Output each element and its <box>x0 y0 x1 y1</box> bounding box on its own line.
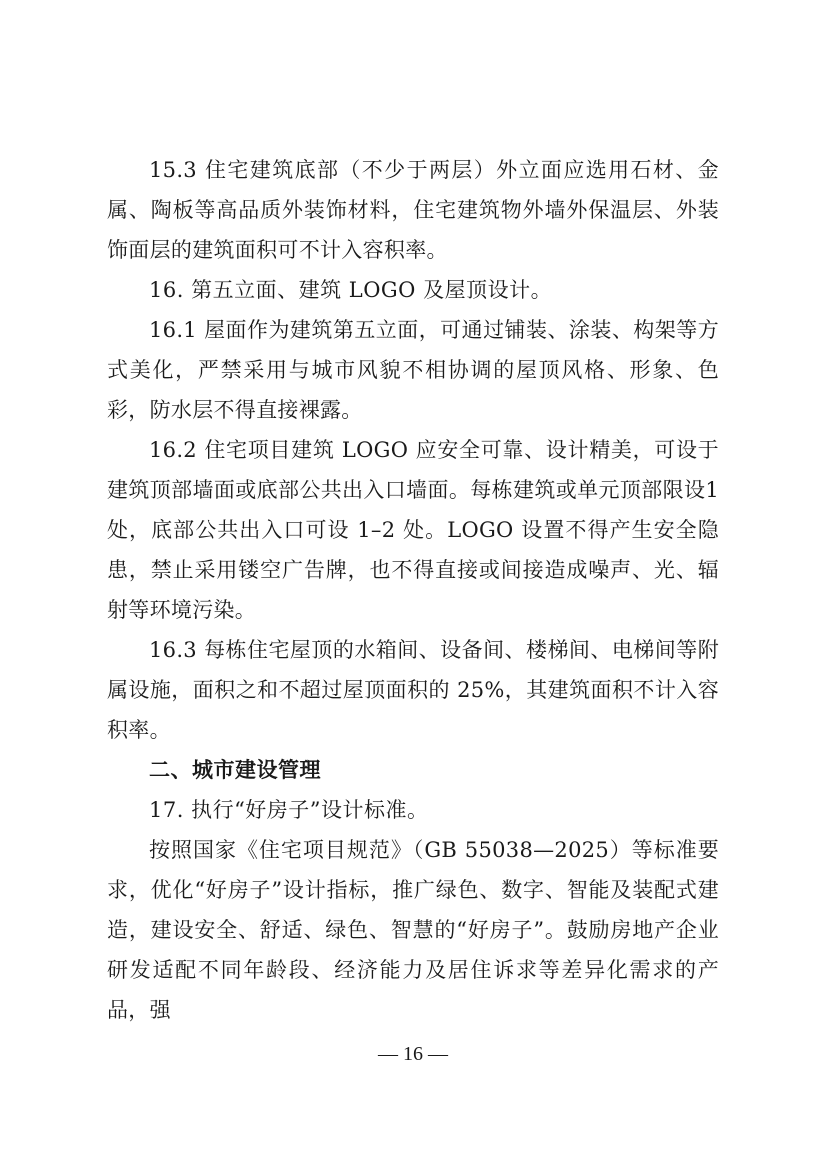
chapter-heading-2: 二、城市建设管理 <box>149 758 321 782</box>
paragraph-16-2: 16.2 住宅项目建筑 LOGO 应安全可靠、设计精美，可设于建筑顶部墙面或底部公共出入口墙面。每栋建筑或单元顶部限设1 处，底部公共出入口可设 1–2 处。LOGO 设置不得产生安全隐患，禁止采用镂空广告牌，也不得直接或间接造成噪声、光、辐射等环境污染。 <box>107 438 719 622</box>
paragraph-16-3: 16.3 每栋住宅屋顶的水箱间、设备间、楼梯间、电梯间等附属设施，面积之和不超过屋顶面积的 25%，其建筑面积不计入容积率。 <box>107 638 719 742</box>
section-heading-16: 16. 第五立面、建筑 LOGO 及屋顶设计。 <box>149 278 553 302</box>
paragraph-15-3: 15.3 住宅建筑底部（不少于两层）外立面应选用石材、金属、陶板等高品质外装饰材料，住宅建筑物外墙外保温层、外装饰面层的建筑面积可不计入容积率。 <box>107 158 719 262</box>
document-body <box>107 150 719 1030</box>
section-heading-17: 17. 执行“好房子”设计标准。 <box>149 798 429 822</box>
paragraph-16-1: 16.1 屋面作为建筑第五立面，可通过铺装、涂装、构架等方式美化，严禁采用与城市风貌不相协调的屋顶风格、形象、色彩，防水层不得直接裸露。 <box>107 318 719 422</box>
paragraph-17: 按照国家《住宅项目规范》（GB 55038—2025）等标准要求，优化“好房子”设计指标，推广绿色、数字、智能及装配式建造，建设安全、舒适、绿色、智慧的“好房子”。鼓励房地产企业研发适配不同年龄段、经济能力及居住诉求等差异化需求的产品，强 <box>107 838 719 1022</box>
page-number: — 16 — <box>378 1043 448 1065</box>
